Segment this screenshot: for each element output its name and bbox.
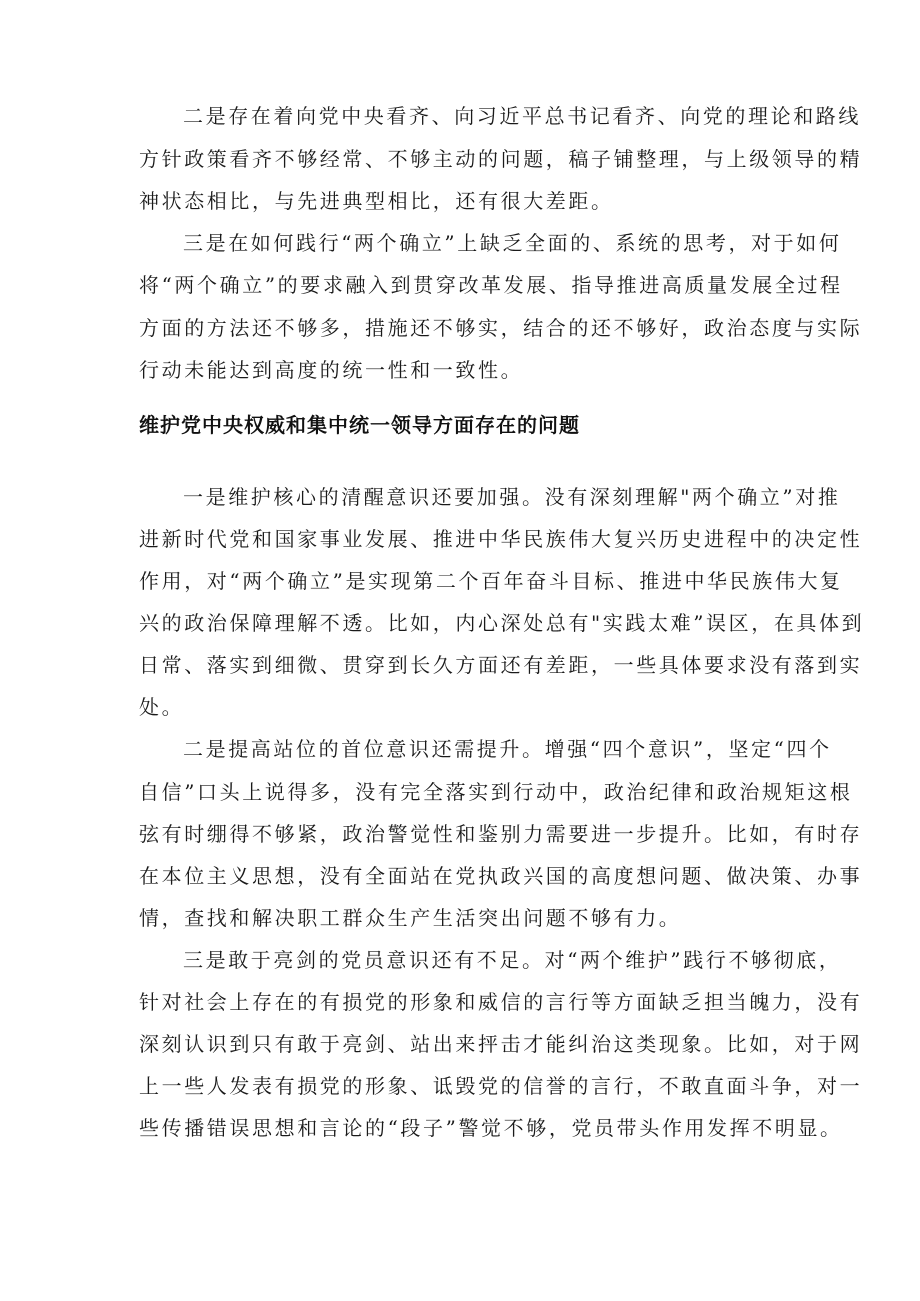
- paragraph-5-line-5: 些传播错误思想和言论的“段子”警觉不够，党员带头作用发挥不明显。: [139, 1116, 843, 1140]
- paragraph-1-line-2: 方针政策看齐不够经常、不够主动的问题，稿子铺整理，与上级领导的精: [139, 147, 863, 171]
- paragraph-4-line-5: 情，查找和解决职工群众生产生活突出问题不够有力。: [139, 906, 682, 930]
- paragraph-1-line-1: 二是存在着向党中央看齐、向习近平总书记看齐、向党的理论和路线: [183, 104, 861, 128]
- paragraph-3-line-4: 兴的政治保障理解不透。比如，内心深处总有"实践太难”误区，在具体到: [139, 611, 865, 635]
- paragraph-2-line-2: 将“两个确立”的要求融入到贯穿改革发展、指导推进高质量发展全过程: [139, 273, 843, 297]
- paragraph-2-line-3: 方面的方法还不够多，措施还不够实，结合的还不够好，政治态度与实际: [139, 316, 863, 340]
- paragraph-3-line-6: 处。: [139, 695, 185, 719]
- paragraph-3-line-3: 作用，对“两个确立”是实现第二个百年奋斗目标、推进中华民族伟大复: [139, 569, 843, 593]
- paragraph-3-line-2: 进新时代党和国家事业发展、推进中华民族伟大复兴历史进程中的决定性: [139, 527, 863, 551]
- paragraph-5-line-2: 针对社会上存在的有损党的形象和威信的言行等方面缺乏担当魄力，没有: [139, 990, 863, 1014]
- paragraph-5-line-3: 深刻认识到只有敢于亮剑、站出来抨击才能纠治这类现象。比如，对于网: [139, 1032, 863, 1056]
- paragraph-2-line-1: 三是在如何践行“两个确立”上缺乏全面的、系统的思考，对于如何: [183, 231, 842, 255]
- paragraph-5-line-1: 三是敢于亮剑的党员意识还有不足。对“两个维护”践行不够彻底，: [183, 948, 842, 972]
- paragraph-4-line-4: 在本位主义思想，没有全面站在党执政兴国的高度想问题、做决策、办事: [139, 864, 863, 888]
- paragraph-3-line-1: 一是维护核心的清醒意识还要加强。没有深刻理解"两个确立”对推: [183, 485, 841, 509]
- paragraph-1-line-3: 神状态相比，与先进典型相比，还有很大差距。: [139, 189, 614, 213]
- paragraph-4-line-3: 弦有时绷得不够紧，政治警觉性和鉴别力需要进一步提升。比如，有时存: [139, 822, 863, 846]
- paragraph-5-line-4: 上一些人发表有损党的形象、诋毁党的信誉的言行，不敢直面斗争，对一: [139, 1074, 863, 1098]
- section-heading: 维护党中央权威和集中统一领导方面存在的问题: [139, 413, 580, 437]
- paragraph-4-line-2: 自信”口头上说得多，没有完全落实到行动中，政治纪律和政治规矩这根: [139, 780, 853, 804]
- paragraph-3-line-5: 日常、落实到细微、贯穿到长久方面还有差距，一些具体要求没有落到实: [139, 653, 863, 677]
- paragraph-2-line-4: 行动未能达到高度的统一性和一致性。: [139, 358, 524, 382]
- paragraph-4-line-1: 二是提高站位的首位意识还需提升。增强“四个意识”，坚定“四个: [183, 737, 832, 761]
